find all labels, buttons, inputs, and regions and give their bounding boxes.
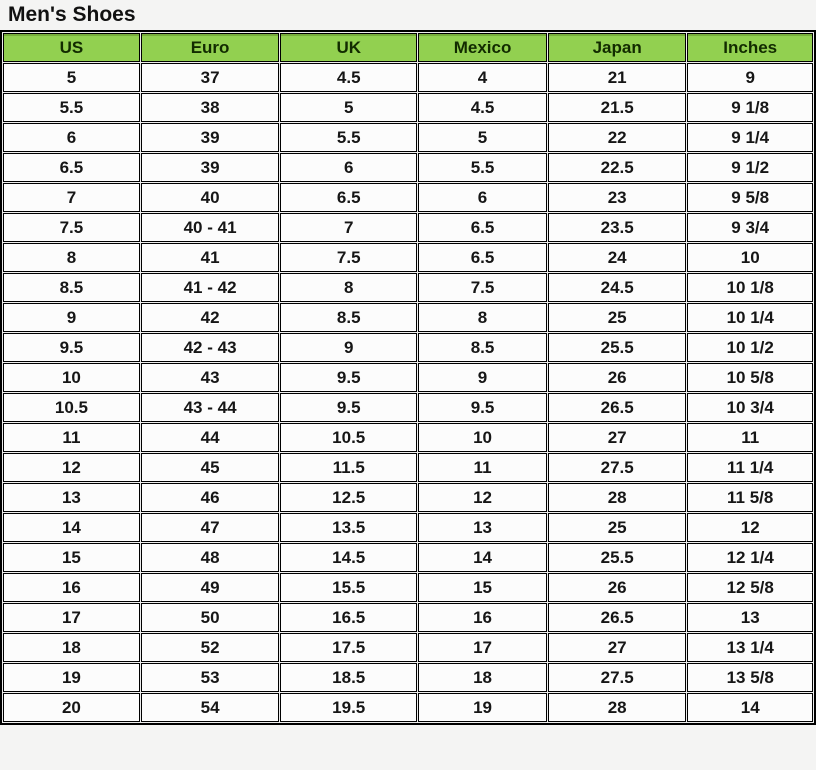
table-cell: 12 [687,513,813,542]
table-cell: 44 [141,423,279,452]
column-header-mexico: Mexico [418,33,547,62]
table-row [3,273,813,302]
table-cell: 8.5 [3,273,140,302]
table-row [3,123,813,152]
table-cell: 10 [3,363,140,392]
table-cell: 25 [548,303,686,332]
table-row [3,603,813,632]
table-cell: 7.5 [280,243,417,272]
table-cell: 14.5 [280,543,417,572]
table-cell: 6 [418,183,547,212]
table-cell: 47 [141,513,279,542]
table-cell: 9 [687,63,813,92]
table-cell: 8 [280,273,417,302]
table-cell: 8 [3,243,140,272]
table-cell: 9 1/2 [687,153,813,182]
table-cell: 6.5 [280,183,417,212]
table-cell: 54 [141,693,279,722]
table-cell: 43 - 44 [141,393,279,422]
table-cell: 18 [418,663,547,692]
table-body [3,63,813,722]
table-cell: 11 [687,423,813,452]
table-cell: 42 [141,303,279,332]
table-cell: 5 [3,63,140,92]
table-cell: 10.5 [280,423,417,452]
table-cell: 19 [418,693,547,722]
table-cell: 42 - 43 [141,333,279,362]
table-cell: 17 [3,603,140,632]
table-cell: 22.5 [548,153,686,182]
table-row [3,183,813,212]
table-cell: 5.5 [418,153,547,182]
table-cell: 13 5/8 [687,663,813,692]
table-cell: 40 - 41 [141,213,279,242]
table-cell: 26 [548,363,686,392]
table-cell: 7.5 [418,273,547,302]
table-cell: 10 1/2 [687,333,813,362]
table-cell: 10 5/8 [687,363,813,392]
table-cell: 9 5/8 [687,183,813,212]
table-cell: 15.5 [280,573,417,602]
table-cell: 49 [141,573,279,602]
table-row [3,303,813,332]
table-cell: 15 [418,573,547,602]
table-cell: 21 [548,63,686,92]
column-header-uk: UK [280,33,417,62]
table-cell: 8.5 [280,303,417,332]
column-header-inches: Inches [687,33,813,62]
table-cell: 6.5 [3,153,140,182]
table-cell: 9 1/4 [687,123,813,152]
table-cell: 9 [418,363,547,392]
page-title: Men's Shoes [8,3,136,26]
table-cell: 14 [3,513,140,542]
table-cell: 7 [280,213,417,242]
table-cell: 28 [548,693,686,722]
table-row [3,63,813,92]
table-cell: 15 [3,543,140,572]
table-cell: 9 [3,303,140,332]
table-cell: 39 [141,123,279,152]
table-cell: 5 [418,123,547,152]
table-row [3,693,813,722]
table-cell: 6 [280,153,417,182]
table-cell: 19 [3,663,140,692]
table-cell: 10 3/4 [687,393,813,422]
table-row [3,243,813,272]
table-cell: 27.5 [548,663,686,692]
table-cell: 9 3/4 [687,213,813,242]
table-cell: 10 [687,243,813,272]
table-cell: 8 [418,303,547,332]
column-header-euro: Euro [141,33,279,62]
table-cell: 14 [418,543,547,572]
table-cell: 9.5 [280,363,417,392]
table-cell: 12 [3,453,140,482]
table-cell: 23 [548,183,686,212]
size-conversion-table [0,30,816,725]
table-cell: 9.5 [418,393,547,422]
table-header [3,33,813,62]
table-cell: 46 [141,483,279,512]
table-cell: 9 1/8 [687,93,813,122]
table-cell: 20 [3,693,140,722]
table-cell: 19.5 [280,693,417,722]
table-row [3,393,813,422]
table-row [3,363,813,392]
table-cell: 37 [141,63,279,92]
table-cell: 11.5 [280,453,417,482]
table-cell: 26.5 [548,393,686,422]
table-cell: 16.5 [280,603,417,632]
table-cell: 28 [548,483,686,512]
table-cell: 48 [141,543,279,572]
table-cell: 7 [3,183,140,212]
table-cell: 6.5 [418,243,547,272]
table-cell: 11 [418,453,547,482]
table-cell: 11 1/4 [687,453,813,482]
table-cell: 8.5 [418,333,547,362]
table-cell: 13 [418,513,547,542]
table-cell: 38 [141,93,279,122]
table-row [3,213,813,242]
table-cell: 25 [548,513,686,542]
table-cell: 11 5/8 [687,483,813,512]
table-cell: 16 [3,573,140,602]
table-cell: 12 5/8 [687,573,813,602]
table-cell: 9.5 [280,393,417,422]
table-cell: 12.5 [280,483,417,512]
table-cell: 52 [141,633,279,662]
table-cell: 6.5 [418,213,547,242]
table-cell: 12 [418,483,547,512]
table-cell: 50 [141,603,279,632]
table-cell: 40 [141,183,279,212]
table-row [3,633,813,662]
table-cell: 18 [3,633,140,662]
table-row [3,543,813,572]
table-cell: 7.5 [3,213,140,242]
table-cell: 53 [141,663,279,692]
header-row [3,33,813,62]
table-cell: 24.5 [548,273,686,302]
table-cell: 9.5 [3,333,140,362]
table-cell: 25.5 [548,543,686,572]
table-cell: 10.5 [3,393,140,422]
table-cell: 4.5 [280,63,417,92]
table-cell: 27 [548,423,686,452]
table-cell: 18.5 [280,663,417,692]
table-cell: 23.5 [548,213,686,242]
table-cell: 5.5 [280,123,417,152]
table-cell: 21.5 [548,93,686,122]
table-row [3,93,813,122]
table-cell: 13 [687,603,813,632]
table-cell: 4 [418,63,547,92]
table-row [3,663,813,692]
table-cell: 39 [141,153,279,182]
table-row [3,453,813,482]
table-cell: 11 [3,423,140,452]
table-cell: 10 1/4 [687,303,813,332]
table-cell: 13 1/4 [687,633,813,662]
table-cell: 43 [141,363,279,392]
table-cell: 22 [548,123,686,152]
table-cell: 12 1/4 [687,543,813,572]
table-cell: 17 [418,633,547,662]
table-cell: 9 [280,333,417,362]
table-cell: 45 [141,453,279,482]
table-cell: 13.5 [280,513,417,542]
table-cell: 5.5 [3,93,140,122]
table-row [3,483,813,512]
table-row [3,513,813,542]
table-cell: 10 1/8 [687,273,813,302]
table-row [3,333,813,362]
table-cell: 24 [548,243,686,272]
table-cell: 26 [548,573,686,602]
table-cell: 10 [418,423,547,452]
table-cell: 4.5 [418,93,547,122]
table-cell: 26.5 [548,603,686,632]
column-header-us: US [3,33,140,62]
table-row [3,153,813,182]
table-cell: 27.5 [548,453,686,482]
column-header-japan: Japan [548,33,686,62]
table-cell: 41 [141,243,279,272]
table-row [3,423,813,452]
table-cell: 13 [3,483,140,512]
table-cell: 16 [418,603,547,632]
table-cell: 17.5 [280,633,417,662]
table-cell: 41 - 42 [141,273,279,302]
table-cell: 14 [687,693,813,722]
table-row [3,573,813,602]
table-cell: 27 [548,633,686,662]
table-cell: 6 [3,123,140,152]
table-cell: 5 [280,93,417,122]
table-cell: 25.5 [548,333,686,362]
